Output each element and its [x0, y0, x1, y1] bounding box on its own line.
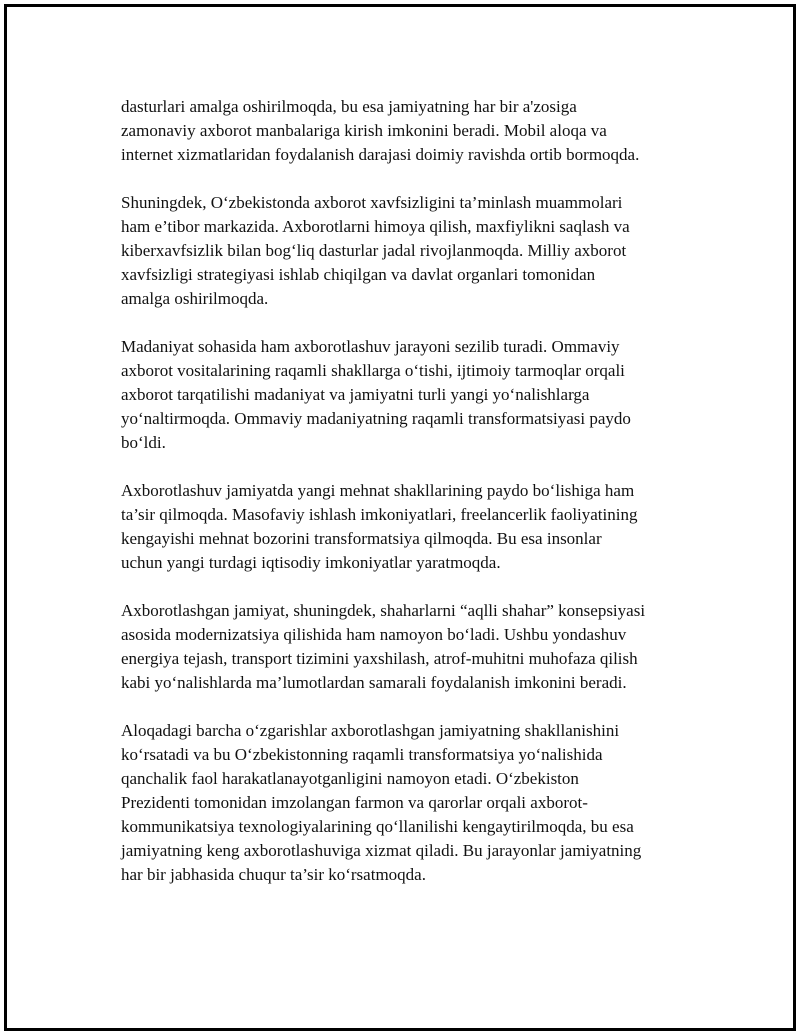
page-frame [4, 4, 796, 1031]
document-body [121, 95, 711, 911]
paragraph: Axborotlashgan jamiyat, shuningdek, shaharlarni “aqlli shahar” konsepsiyasi asosida modernizatsiya qilishida ham namoyon bo‘ladi. Ushbu yondashuv energiya tejash, transport tizimini yaxshilash, atrof-muhitni muhofaza qilish kabi yo‘nalishlarda ma’lumotlardan samarali foydalanish imkonini beradi. [121, 601, 646, 692]
paragraph: Madaniyat sohasida ham axborotlashuv jarayoni sezilib turadi. Ommaviy axborot vositalarining raqamli shakllarga o‘tishi, ijtimoiy tarmoqlar orqali axborot tarqatilishi madaniyat va jamiyatni turli yangi yo‘nalishlarga yo‘naltirmoqda. Ommaviy madaniyatning raqamli transformatsiyasi paydo bo‘ldi. [121, 337, 631, 452]
paragraph: Shuningdek, O‘zbekistonda axborot xavfsizligini ta’minlash muammolari ham e’tibor markazida. Axborotlarni himoya qilish, maxfiylikni saqlash va kiberxavfsizlik bilan bog‘liq dasturlar jadal rivojlanmoqda. Milliy axborot xavfsizligi strategiyasi ishlab chiqilgan va davlat organlari tomonidan amalga oshirilmoqda. [121, 193, 630, 308]
paragraph: Axborotlashuv jamiyatda yangi mehnat shakllarining paydo bo‘lishiga ham ta’sir qilmoqda. Masofaviy ishlash imkoniyatlari, freelancerlik faoliyatining kengayishi mehnat bozorini transformatsiya qilmoqda. Bu esa insonlar uchun yangi turdagi iqtisodiy imkoniyatlar yaratmoqda. [121, 481, 638, 572]
paragraph: dasturlari amalga oshirilmoqda, bu esa jamiyatning har bir a'zosiga zamonaviy axborot manbalariga kirish imkonini beradi. Mobil aloqa va internet xizmatlaridan foydalanish darajasi doimiy ravishda ortib bormoqda. [121, 97, 640, 164]
paragraph: Aloqadagi barcha o‘zgarishlar axborotlashgan jamiyatning shakllanishini ko‘rsatadi va bu O‘zbekistonning raqamli transformatsiya yo‘nalishida qanchalik faol harakatlanayotganligini namoyon etadi. O‘zbekiston Prezidenti tomonidan imzolangan farmon va qarorlar orqali axborot- kommunikatsiya texnologiyalarining qo‘llanilishi kengaytirilmoqda, bu esa jamiyatning keng axborotlashuviga xizmat qiladi. Bu jarayonlar jamiyatning har bir jabhasida chuqur ta’sir ko‘rsatmoqda. [121, 721, 642, 884]
